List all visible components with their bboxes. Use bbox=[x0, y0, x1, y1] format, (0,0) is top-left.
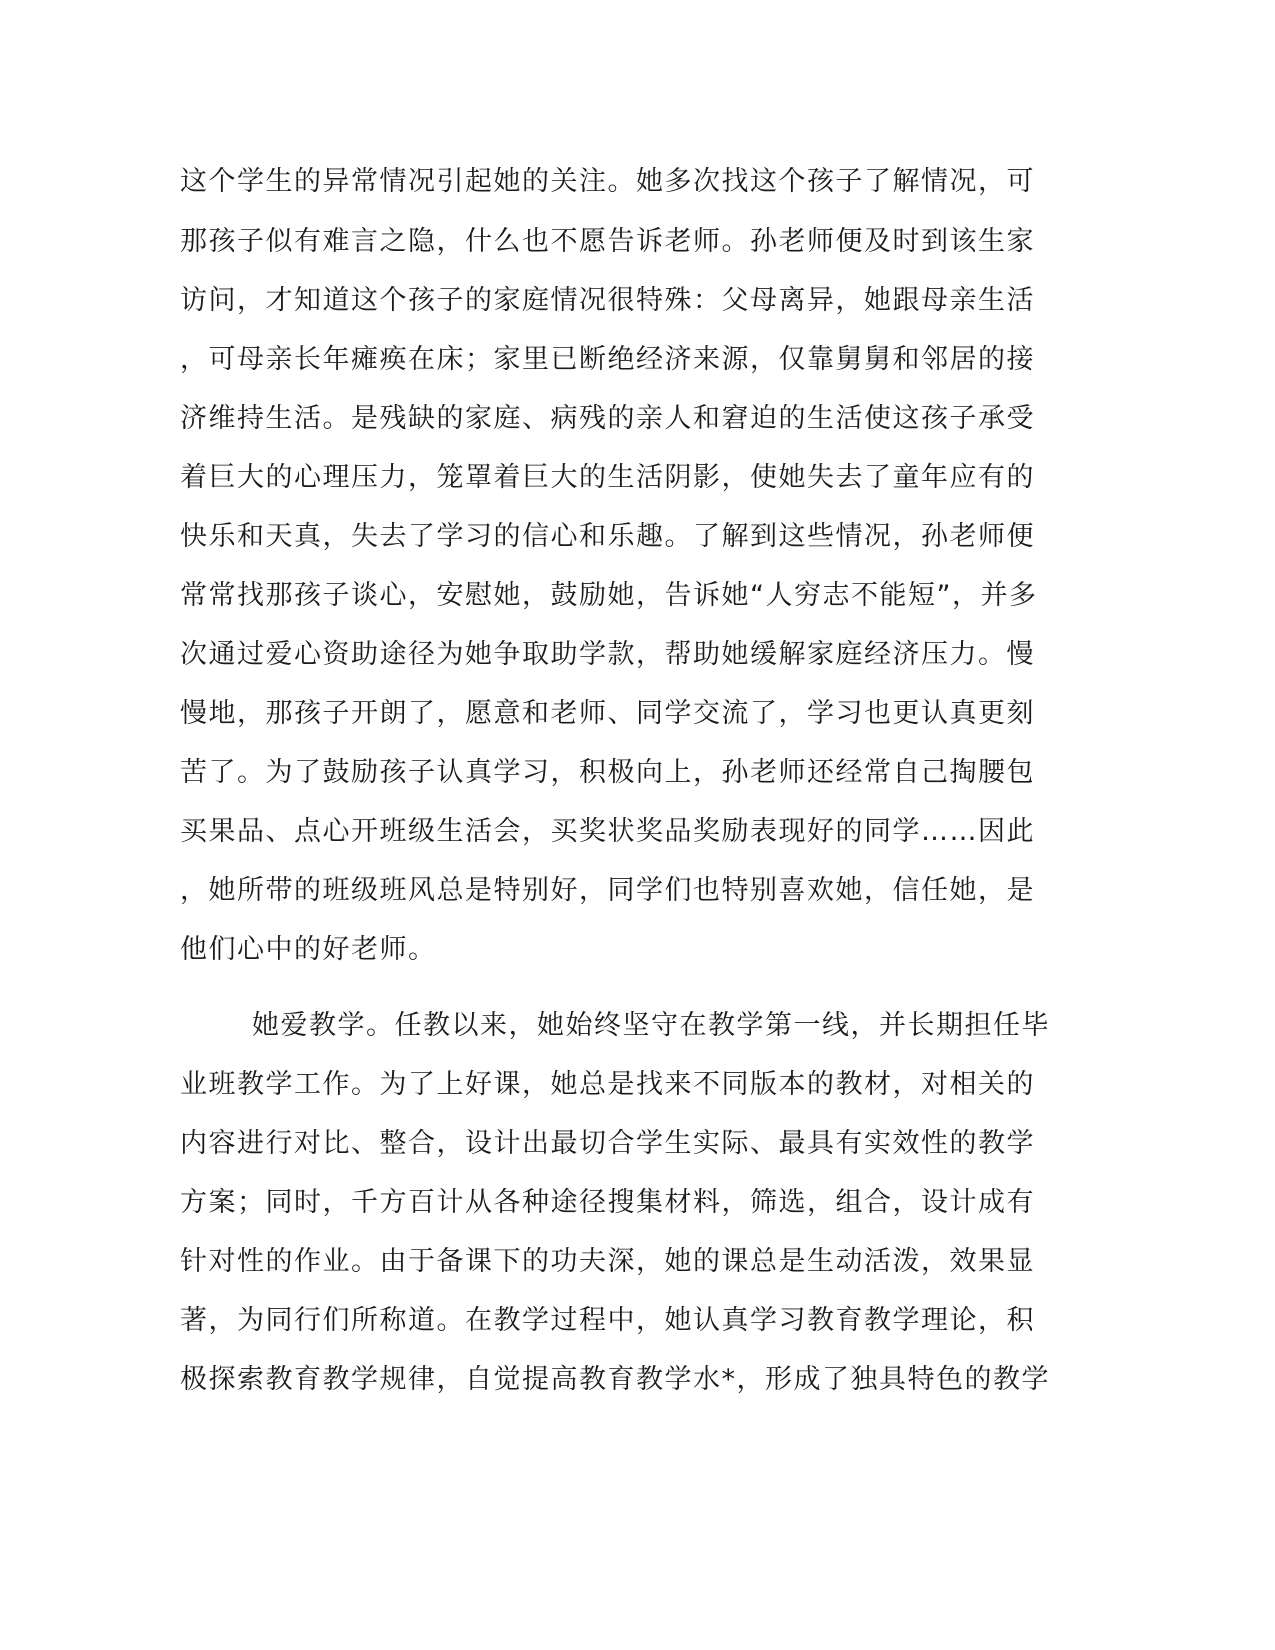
text-line: 访问，才知道这个孩子的家庭情况很特殊：父母离异，她跟母亲生活 bbox=[180, 285, 1035, 316]
text-line: 次通过爱心资助途径为她争取助学款，帮助她缓解家庭经济压力。慢 bbox=[180, 639, 1035, 670]
paragraph-first-line: 她爱教学。任教以来，她始终坚守在教学第一线，并长期担任毕 bbox=[252, 1010, 1050, 1041]
text-line: 快乐和天真，失去了学习的信心和乐趣。了解到这些情况，孙老师便 bbox=[180, 521, 1035, 552]
text-line: 慢地，那孩子开朗了，愿意和老师、同学交流了，学习也更认真更刻 bbox=[180, 698, 1035, 729]
text-line: 极探索教育教学规律，自觉提高教育教学水*，形成了独具特色的教学 bbox=[180, 1364, 1050, 1395]
text-line: 那孩子似有难言之隐，什么也不愿告诉老师。孙老师便及时到该生家 bbox=[180, 226, 1035, 257]
text-line: 著，为同行们所称道。在教学过程中，她认真学习教育教学理论，积 bbox=[180, 1305, 1035, 1336]
text-line: 针对性的作业。由于备课下的功夫深，她的课总是生动活泼，效果显 bbox=[180, 1246, 1035, 1277]
text-line: 着巨大的心理压力，笼罩着巨大的生活阴影，使她失去了童年应有的 bbox=[180, 462, 1035, 493]
text-line: 他们心中的好老师。 bbox=[180, 934, 437, 965]
text-line: 这个学生的异常情况引起她的关注。她多次找这个孩子了解情况，可 bbox=[180, 166, 1035, 197]
text-line: 常常找那孩子谈心，安慰她，鼓励她，告诉她“人穷志不能短”，并多 bbox=[180, 580, 1038, 611]
text-line: 济维持生活。是残缺的家庭、病残的亲人和窘迫的生活使这孩子承受 bbox=[180, 403, 1035, 434]
text-line: ，她所带的班级班风总是特别好，同学们也特别喜欢她，信任她，是 bbox=[180, 875, 1035, 906]
text-line: 内容进行对比、整合，设计出最切合学生实际、最具有实效性的教学 bbox=[180, 1128, 1035, 1159]
text-line: ，可母亲长年瘫痪在床；家里已断绝经济来源，仅靠舅舅和邻居的接 bbox=[180, 344, 1035, 375]
text-line: 业班教学工作。为了上好课，她总是找来不同版本的教材，对相关的 bbox=[180, 1069, 1035, 1100]
text-line: 方案；同时，千方百计从各种途径搜集材料，筛选，组合，设计成有 bbox=[180, 1187, 1035, 1218]
text-line: 买果品、点心开班级生活会，买奖状奖品奖励表现好的同学……因此 bbox=[180, 816, 1035, 847]
text-line: 苦了。为了鼓励孩子认真学习，积极向上，孙老师还经常自己掏腰包 bbox=[180, 757, 1035, 788]
